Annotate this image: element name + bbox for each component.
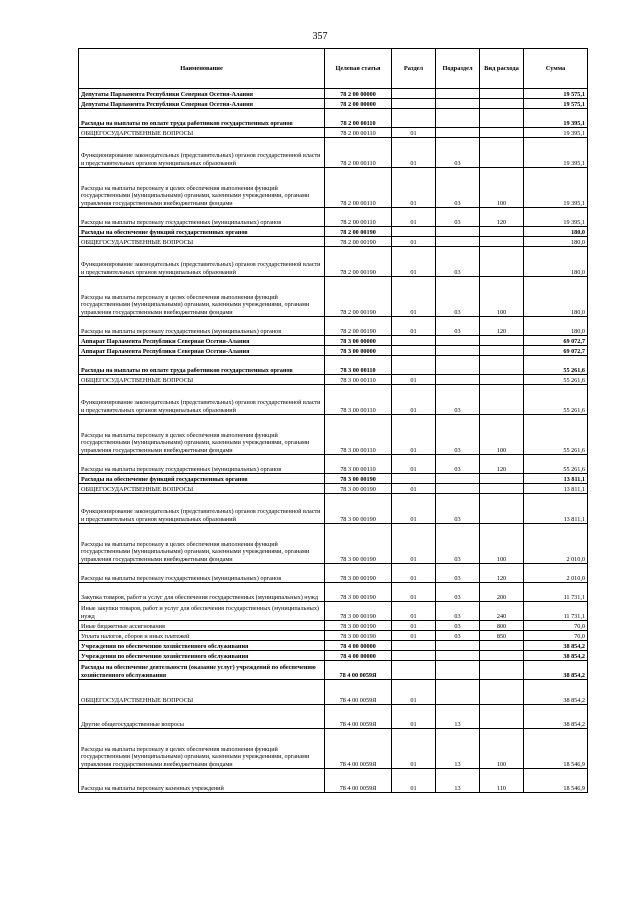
table-row [79, 317, 588, 336]
row-section-cell: 01 [392, 375, 436, 385]
row-section-cell: 01 [392, 524, 436, 564]
row-subsection-cell [436, 89, 480, 99]
table-row [79, 631, 588, 641]
table-row [79, 651, 588, 661]
row-name-cell: Расходы на выплаты по оплате труда работников государственных органов [79, 356, 325, 375]
row-code-cell: 78 3 00 00190 [325, 583, 392, 602]
row-sum-cell: 180,0 [524, 277, 588, 317]
table-row [79, 336, 588, 346]
row-name-cell: Расходы на обеспечение функций государственных органов [79, 227, 325, 237]
row-type-cell [480, 661, 524, 680]
row-sum-cell: 11 731,1 [524, 602, 588, 621]
row-sum-cell: 13 811,1 [524, 494, 588, 524]
row-code-cell: 78 2 00 00000 [325, 89, 392, 99]
page-number: 357 [312, 31, 328, 42]
table-row [79, 524, 588, 564]
row-code-cell: 78 4 00 0059Я [325, 680, 392, 705]
row-type-cell: 100 [480, 729, 524, 769]
row-code-cell: 78 2 00 00190 [325, 247, 392, 277]
row-code-cell: 78 3 00 00190 [325, 564, 392, 583]
row-sum-cell: 70,0 [524, 631, 588, 641]
row-type-cell: 120 [480, 208, 524, 227]
row-section-cell: 01 [392, 415, 436, 455]
table-row [79, 356, 588, 375]
row-subsection-cell: 03 [436, 277, 480, 317]
row-type-cell: 120 [480, 455, 524, 474]
row-type-cell [480, 237, 524, 247]
row-subsection-cell: 03 [436, 455, 480, 474]
row-subsection-cell: 03 [436, 524, 480, 564]
table-row [79, 138, 588, 168]
row-section-cell [392, 109, 436, 128]
row-name-cell: Функционирование законодательных (представительных) органов государственной власти и представительных органов муниципальных образований [79, 247, 325, 277]
row-subsection-cell: 03 [436, 494, 480, 524]
table-row [79, 484, 588, 494]
row-name-cell: Расходы на выплаты персоналу казенных учреждений [79, 769, 325, 793]
table-row [79, 415, 588, 455]
row-sum-cell: 38 854,2 [524, 651, 588, 661]
row-code-cell: 78 4 00 0059Я [325, 729, 392, 769]
row-subsection-cell: 03 [436, 564, 480, 583]
row-code-cell: 78 3 00 00110 [325, 375, 392, 385]
table-row [79, 621, 588, 631]
row-code-cell: 78 2 00 00190 [325, 317, 392, 336]
row-subsection-cell: 03 [436, 415, 480, 455]
row-sum-cell: 19 395,1 [524, 128, 588, 138]
row-type-cell [480, 484, 524, 494]
table-row [79, 375, 588, 385]
row-type-cell [480, 356, 524, 375]
row-section-cell [392, 641, 436, 651]
row-name-cell: Функционирование законодательных (представительных) органов государственной власти и представительных органов муниципальных образований [79, 138, 325, 168]
row-section-cell: 01 [392, 705, 436, 729]
row-sum-cell: 55 261,6 [524, 415, 588, 455]
row-name-cell: ОБЩЕГОСУДАРСТВЕННЫЕ ВОПРОСЫ [79, 680, 325, 705]
row-sum-cell: 19 395,1 [524, 168, 588, 208]
row-code-cell: 78 3 00 00110 [325, 415, 392, 455]
row-type-cell: 100 [480, 415, 524, 455]
header-sum: Сумма [524, 49, 588, 89]
row-sum-cell: 180,0 [524, 317, 588, 336]
row-name-cell: Аппарат Парламента Республики Северная Осетия-Алания [79, 346, 325, 356]
row-subsection-cell [436, 651, 480, 661]
table-row [79, 494, 588, 524]
row-subsection-cell: 03 [436, 208, 480, 227]
table-row [79, 168, 588, 208]
row-section-cell: 01 [392, 631, 436, 641]
row-code-cell: 78 3 00 00000 [325, 346, 392, 356]
table-row [79, 680, 588, 705]
row-type-cell [480, 138, 524, 168]
row-code-cell: 78 4 00 0059Я [325, 705, 392, 729]
row-code-cell: 78 4 00 0059Я [325, 769, 392, 793]
row-subsection-cell [436, 680, 480, 705]
row-subsection-cell [436, 128, 480, 138]
table-row [79, 455, 588, 474]
row-section-cell: 01 [392, 128, 436, 138]
header-name: Наименование [79, 49, 325, 89]
row-name-cell: Расходы на обеспечение деятельности (оказание услуг) учреждений по обеспечению хозяйственного обслуживания [79, 661, 325, 680]
row-subsection-cell: 03 [436, 317, 480, 336]
row-code-cell: 78 2 00 00190 [325, 277, 392, 317]
table-row [79, 208, 588, 227]
row-code-cell: 78 3 00 00190 [325, 484, 392, 494]
row-name-cell: Депутаты Парламента Республики Северная Осетия-Алания [79, 99, 325, 109]
row-section-cell: 01 [392, 247, 436, 277]
row-name-cell: Расходы на выплаты персоналу в целях обеспечения выполнения функций государственными (муниципальными) органами, казенными учреждениями, органами управления государственными внебюджетными фондами [79, 168, 325, 208]
row-code-cell: 78 4 00 0059Я [325, 661, 392, 680]
row-subsection-cell [436, 641, 480, 651]
row-sum-cell: 19 395,1 [524, 138, 588, 168]
row-subsection-cell: 13 [436, 705, 480, 729]
row-code-cell: 78 2 00 00110 [325, 128, 392, 138]
table-row [79, 277, 588, 317]
row-code-cell: 78 2 00 00000 [325, 99, 392, 109]
table-row [79, 99, 588, 109]
row-type-cell: 100 [480, 168, 524, 208]
row-section-cell [392, 346, 436, 356]
table-row [79, 109, 588, 128]
header-code: Целевая статья [325, 49, 392, 89]
row-type-cell [480, 247, 524, 277]
row-sum-cell: 38 854,2 [524, 641, 588, 651]
row-type-cell [480, 89, 524, 99]
row-subsection-cell: 03 [436, 583, 480, 602]
row-section-cell: 01 [392, 494, 436, 524]
row-code-cell: 78 3 00 00190 [325, 631, 392, 641]
row-name-cell: Закупка товаров, работ и услуг для обеспечения государственных (муниципальных) нужд [79, 583, 325, 602]
row-name-cell: Учреждения по обеспечению хозяйственного обслуживания [79, 641, 325, 651]
row-code-cell: 78 2 00 00110 [325, 208, 392, 227]
row-code-cell: 78 3 00 00110 [325, 356, 392, 375]
table-row [79, 661, 588, 680]
row-section-cell [392, 227, 436, 237]
row-subsection-cell [436, 661, 480, 680]
row-name-cell: Расходы на выплаты персоналу в целях обеспечения выполнения функций государственными (муниципальными) органами, казенными учреждениями, органами управления государственными внебюджетными фондами [79, 729, 325, 769]
row-sum-cell: 55 261,6 [524, 375, 588, 385]
row-type-cell [480, 336, 524, 346]
row-name-cell: ОБЩЕГОСУДАРСТВЕННЫЕ ВОПРОСЫ [79, 375, 325, 385]
row-code-cell: 78 3 00 00000 [325, 336, 392, 346]
row-section-cell: 01 [392, 455, 436, 474]
row-section-cell: 01 [392, 769, 436, 793]
header-section: Раздел [392, 49, 436, 89]
row-subsection-cell: 13 [436, 729, 480, 769]
table-row [79, 564, 588, 583]
row-type-cell [480, 641, 524, 651]
row-subsection-cell: 03 [436, 247, 480, 277]
row-subsection-cell [436, 227, 480, 237]
table-row [79, 128, 588, 138]
row-type-cell [480, 651, 524, 661]
row-sum-cell: 18 546,9 [524, 769, 588, 793]
row-code-cell: 78 4 00 00000 [325, 641, 392, 651]
row-type-cell: 100 [480, 277, 524, 317]
row-section-cell: 01 [392, 583, 436, 602]
row-section-cell: 01 [392, 277, 436, 317]
row-section-cell [392, 661, 436, 680]
row-name-cell: Функционирование законодательных (представительных) органов государственной власти и представительных органов муниципальных образований [79, 494, 325, 524]
table-row [79, 729, 588, 769]
row-sum-cell: 180,0 [524, 237, 588, 247]
row-code-cell: 78 3 00 00190 [325, 474, 392, 484]
row-type-cell [480, 385, 524, 415]
row-sum-cell: 38 854,2 [524, 705, 588, 729]
row-subsection-cell [436, 346, 480, 356]
row-type-cell [480, 99, 524, 109]
row-section-cell: 01 [392, 138, 436, 168]
row-subsection-cell: 03 [436, 385, 480, 415]
row-code-cell: 78 2 00 00110 [325, 138, 392, 168]
row-sum-cell: 19 575,1 [524, 99, 588, 109]
row-section-cell [392, 336, 436, 346]
row-name-cell: Расходы на обеспечение функций государственных органов [79, 474, 325, 484]
row-subsection-cell: 03 [436, 621, 480, 631]
row-name-cell: Аппарат Парламента Республики Северная Осетия-Алания [79, 336, 325, 346]
row-section-cell: 01 [392, 237, 436, 247]
row-sum-cell: 55 261,6 [524, 385, 588, 415]
table-row [79, 237, 588, 247]
row-type-cell: 200 [480, 583, 524, 602]
row-type-cell: 120 [480, 317, 524, 336]
row-name-cell: Уплата налогов, сборов и иных платежей [79, 631, 325, 641]
row-name-cell: Иные бюджетные ассигнования [79, 621, 325, 631]
row-name-cell: Иные закупки товаров, работ и услуг для обеспечения государственных (муниципальных) нужд [79, 602, 325, 621]
table-row [79, 89, 588, 99]
row-code-cell: 78 3 00 00190 [325, 494, 392, 524]
table-header-row [79, 49, 588, 89]
row-code-cell: 78 3 00 00110 [325, 455, 392, 474]
row-section-cell: 01 [392, 602, 436, 621]
row-type-cell: 120 [480, 564, 524, 583]
row-section-cell: 01 [392, 564, 436, 583]
row-subsection-cell: 03 [436, 168, 480, 208]
row-sum-cell: 19 395,1 [524, 109, 588, 128]
row-type-cell: 850 [480, 631, 524, 641]
row-section-cell: 01 [392, 729, 436, 769]
row-section-cell [392, 356, 436, 375]
row-name-cell: Расходы на выплаты персоналу государственных (муниципальных) органов [79, 317, 325, 336]
row-subsection-cell [436, 356, 480, 375]
row-sum-cell: 180,0 [524, 227, 588, 237]
row-subsection-cell: 03 [436, 602, 480, 621]
row-sum-cell: 180,0 [524, 247, 588, 277]
row-name-cell: ОБЩЕГОСУДАРСТВЕННЫЕ ВОПРОСЫ [79, 128, 325, 138]
row-sum-cell: 70,0 [524, 621, 588, 631]
row-sum-cell: 55 261,6 [524, 455, 588, 474]
row-type-cell [480, 705, 524, 729]
row-code-cell: 78 2 00 00190 [325, 237, 392, 247]
row-sum-cell: 55 261,6 [524, 356, 588, 375]
row-type-cell [480, 109, 524, 128]
row-sum-cell: 19 395,1 [524, 208, 588, 227]
row-type-cell: 800 [480, 621, 524, 631]
row-name-cell: Функционирование законодательных (представительных) органов государственной власти и представительных органов муниципальных образований [79, 385, 325, 415]
row-type-cell [480, 494, 524, 524]
row-section-cell [392, 99, 436, 109]
row-subsection-cell: 03 [436, 631, 480, 641]
row-sum-cell: 2 010,0 [524, 524, 588, 564]
row-type-cell [480, 346, 524, 356]
row-type-cell [480, 680, 524, 705]
row-type-cell: 100 [480, 524, 524, 564]
row-code-cell: 78 3 00 00190 [325, 524, 392, 564]
row-subsection-cell: 13 [436, 769, 480, 793]
table-row [79, 474, 588, 484]
row-subsection-cell [436, 99, 480, 109]
row-sum-cell: 2 010,0 [524, 564, 588, 583]
row-sum-cell: 19 575,1 [524, 89, 588, 99]
row-name-cell: Другие общегосударственные вопросы [79, 705, 325, 729]
row-section-cell [392, 651, 436, 661]
row-name-cell: Депутаты Парламента Республики Северная Осетия-Алания [79, 89, 325, 99]
budget-table [78, 48, 588, 793]
row-section-cell: 01 [392, 385, 436, 415]
row-sum-cell: 38 854,2 [524, 680, 588, 705]
row-code-cell: 78 2 00 00110 [325, 168, 392, 208]
row-subsection-cell [436, 474, 480, 484]
row-sum-cell: 69 072,7 [524, 346, 588, 356]
row-type-cell: 240 [480, 602, 524, 621]
row-type-cell [480, 375, 524, 385]
row-sum-cell: 13 811,1 [524, 484, 588, 494]
row-name-cell: Расходы на выплаты персоналу в целях обеспечения выполнения функций государственными (муниципальными) органами, казенными учреждениями, органами управления государственными внебюджетными фондами [79, 524, 325, 564]
row-section-cell: 01 [392, 680, 436, 705]
row-code-cell: 78 3 00 00110 [325, 385, 392, 415]
row-sum-cell: 13 811,1 [524, 474, 588, 484]
row-subsection-cell [436, 484, 480, 494]
row-name-cell: Расходы на выплаты персоналу в целях обеспечения выполнения функций государственными (муниципальными) органами, казенными учреждениями, органами управления государственными внебюджетными фондами [79, 415, 325, 455]
row-subsection-cell [436, 375, 480, 385]
row-subsection-cell [436, 336, 480, 346]
row-code-cell: 78 3 00 00190 [325, 621, 392, 631]
row-code-cell: 78 4 00 00000 [325, 651, 392, 661]
row-code-cell: 78 2 00 00110 [325, 109, 392, 128]
table-body [79, 89, 588, 793]
row-name-cell: Расходы на выплаты по оплате труда работников государственных органов [79, 109, 325, 128]
row-sum-cell: 11 731,1 [524, 583, 588, 602]
table-row [79, 602, 588, 621]
row-section-cell [392, 89, 436, 99]
table-row [79, 769, 588, 793]
table-row [79, 247, 588, 277]
row-name-cell: ОБЩЕГОСУДАРСТВЕННЫЕ ВОПРОСЫ [79, 237, 325, 247]
row-subsection-cell [436, 109, 480, 128]
row-subsection-cell: 03 [436, 138, 480, 168]
row-name-cell: Учреждения по обеспечению хозяйственного обслуживания [79, 651, 325, 661]
row-name-cell: Расходы на выплаты персоналу государственных (муниципальных) органов [79, 564, 325, 583]
table-row [79, 641, 588, 651]
row-section-cell: 01 [392, 484, 436, 494]
row-name-cell: Расходы на выплаты персоналу в целях обеспечения выполнения функций государственными (муниципальными) органами, казенными учреждениями, органами управления государственными внебюджетными фондами [79, 277, 325, 317]
table-row [79, 227, 588, 237]
row-section-cell: 01 [392, 208, 436, 227]
table-row [79, 346, 588, 356]
row-section-cell [392, 474, 436, 484]
row-type-cell: 110 [480, 769, 524, 793]
row-type-cell [480, 227, 524, 237]
row-name-cell: ОБЩЕГОСУДАРСТВЕННЫЕ ВОПРОСЫ [79, 484, 325, 494]
row-section-cell: 01 [392, 317, 436, 336]
row-subsection-cell [436, 237, 480, 247]
row-section-cell: 01 [392, 168, 436, 208]
row-type-cell [480, 128, 524, 138]
row-name-cell: Расходы на выплаты персоналу государственных (муниципальных) органов [79, 208, 325, 227]
header-expense-type: Вид расхода [480, 49, 524, 89]
row-name-cell: Расходы на выплаты персоналу государственных (муниципальных) органов [79, 455, 325, 474]
row-section-cell: 01 [392, 621, 436, 631]
row-code-cell: 78 2 00 00190 [325, 227, 392, 237]
row-sum-cell: 69 072,7 [524, 336, 588, 346]
row-type-cell [480, 474, 524, 484]
row-sum-cell: 18 546,9 [524, 729, 588, 769]
table-row [79, 583, 588, 602]
row-sum-cell: 38 854,2 [524, 661, 588, 680]
row-code-cell: 78 3 00 00190 [325, 602, 392, 621]
header-subsection: Подраздел [436, 49, 480, 89]
table-row [79, 705, 588, 729]
table-row [79, 385, 588, 415]
